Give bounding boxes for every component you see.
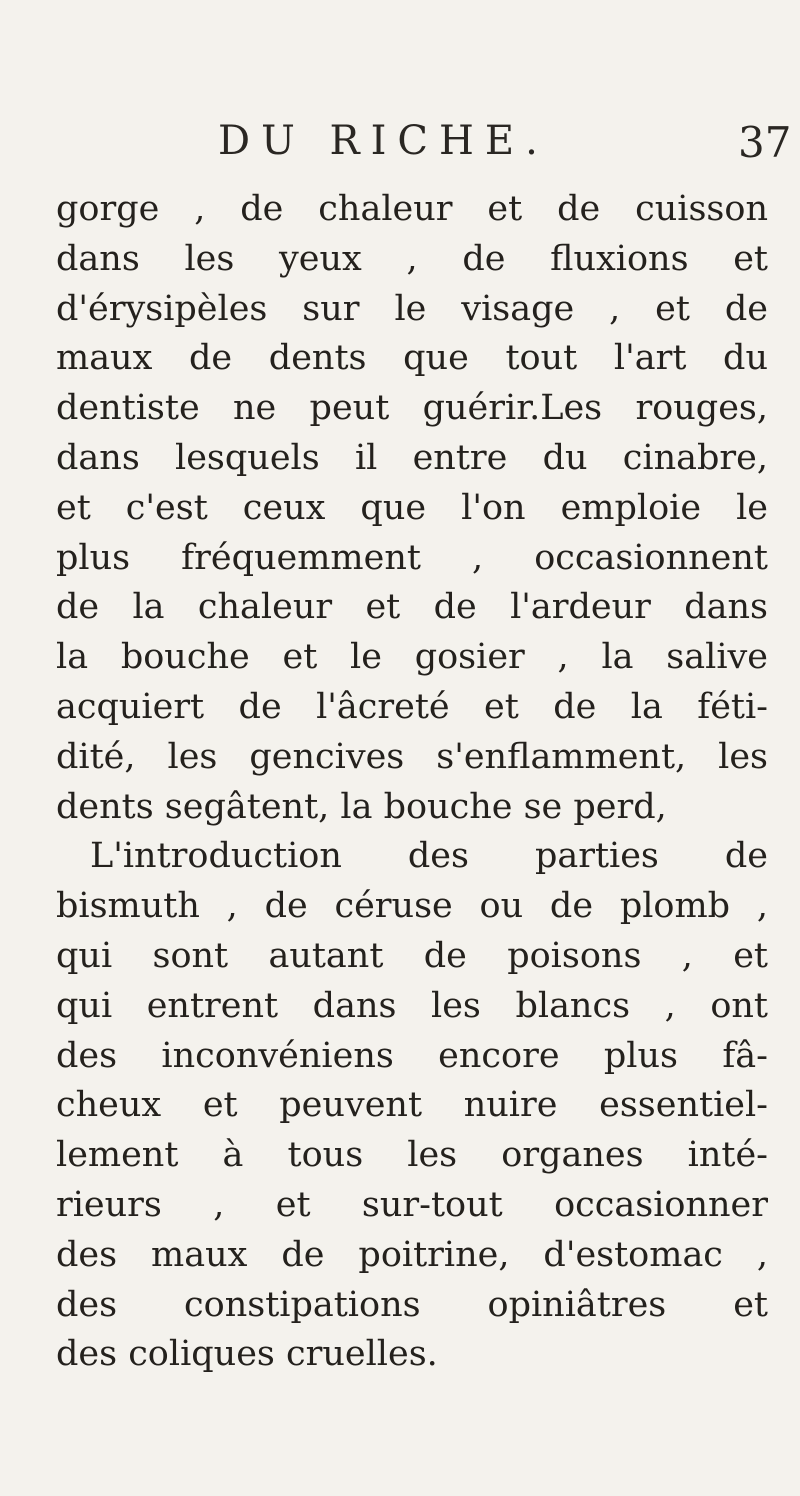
text-line: bismuth , de céruse ou de plomb , bbox=[56, 886, 768, 927]
text-line: maux de dents que tout l'art du bbox=[56, 338, 768, 379]
text-line: dité, les gencives s'enflamment, les bbox=[56, 736, 768, 777]
text-line: des inconvéniens encore plus fâ- bbox=[56, 1035, 768, 1076]
text-line: qui entrent dans les blancs , ont bbox=[56, 985, 768, 1026]
text-line: des constipations opiniâtres et bbox=[56, 1284, 768, 1325]
text-line: des maux de poitrine, d'estomac , bbox=[56, 1234, 768, 1275]
text-line: d'érysipèles sur le visage , et de bbox=[56, 288, 768, 329]
text-line: dans les yeux , de fluxions et bbox=[56, 238, 768, 279]
body-text bbox=[56, 185, 768, 1380]
text-line: cheux et peuvent nuire essentiel- bbox=[56, 1085, 768, 1126]
running-head bbox=[0, 118, 800, 178]
paragraph-end-line: des coliques cruelles. bbox=[56, 1334, 438, 1375]
text-line: rieurs , et sur-tout occasionner bbox=[56, 1184, 768, 1225]
text-line: gorge , de chaleur et de cuisson bbox=[56, 189, 768, 229]
text-line: plus fréquemment , occasionnent bbox=[56, 537, 768, 578]
paragraph-end-line: dents segâtent, la bouche se perd, bbox=[56, 786, 667, 827]
text-line: de la chaleur et de l'ardeur dans bbox=[56, 587, 768, 628]
text-line: lement à tous les organes inté- bbox=[56, 1135, 768, 1176]
text-line: qui sont autant de poisons , et bbox=[56, 935, 768, 976]
paragraph-start-line: L'introduction des parties de bbox=[90, 836, 768, 877]
page-number: 37 bbox=[738, 118, 792, 167]
text-line: la bouche et le gosier , la salive bbox=[56, 637, 768, 678]
running-head-title: DU RICHE. bbox=[218, 118, 549, 164]
text-line: acquiert de l'âcreté et de la féti- bbox=[56, 686, 768, 727]
text-line: dans lesquels il entre du cinabre, bbox=[56, 437, 768, 478]
text-line: dentiste ne peut guérir.Les rouges, bbox=[56, 388, 768, 429]
text-line: et c'est ceux que l'on emploie le bbox=[56, 487, 768, 528]
